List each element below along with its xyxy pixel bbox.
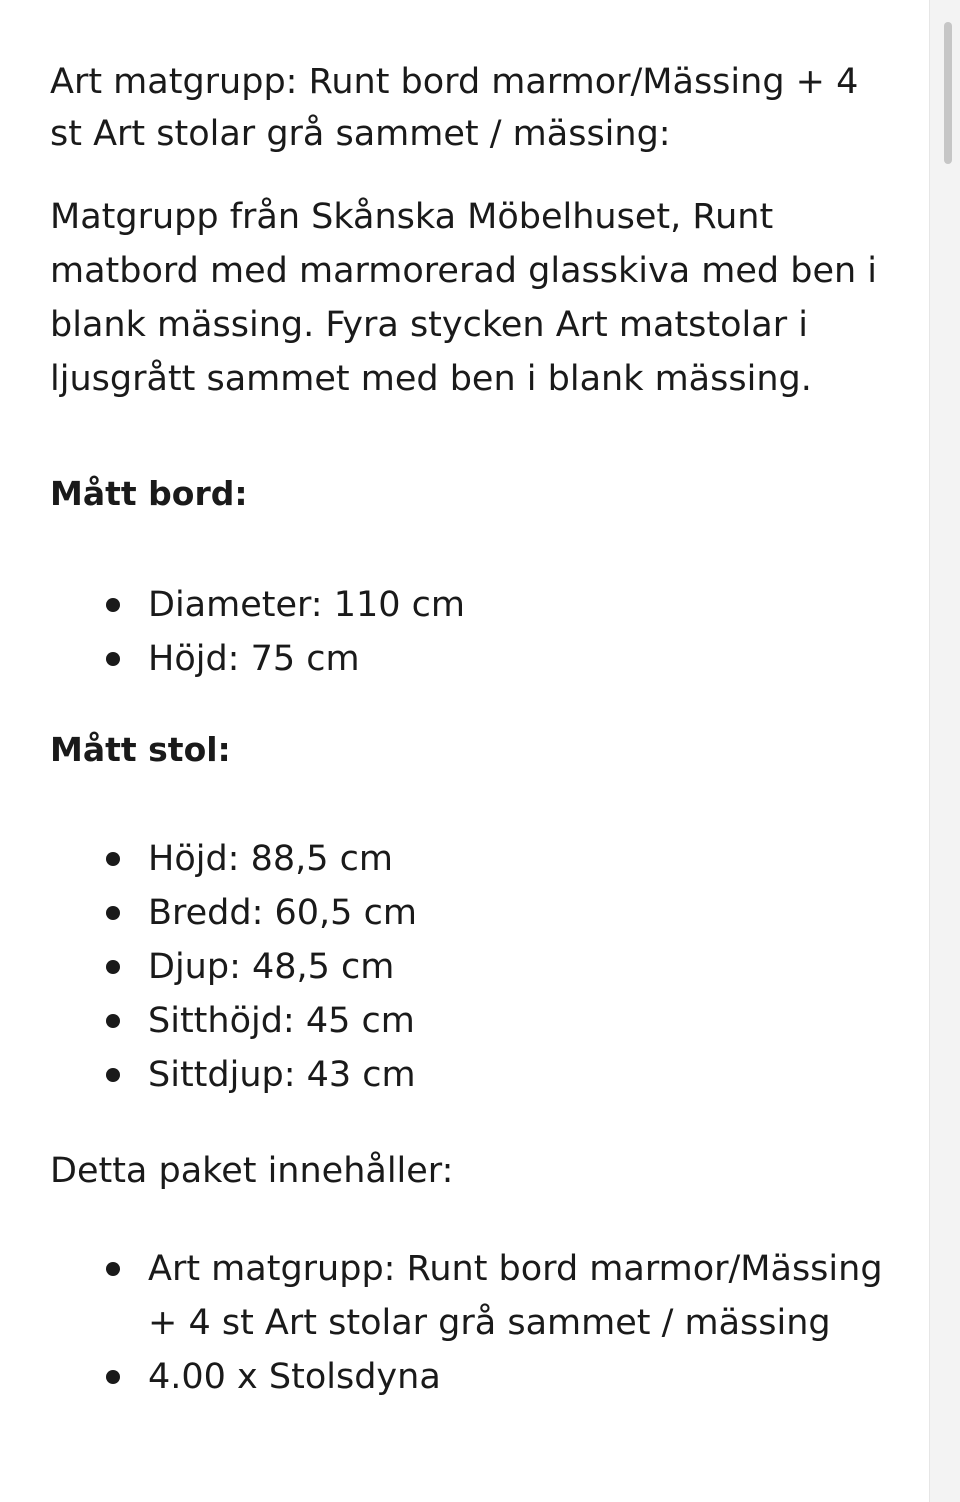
list-item-text: Art matgrupp: Runt bord marmor/Mässing + 4 st Art stolar grå sammet / mässing [148, 1249, 883, 1343]
package-contents-label: Detta paket innehåller: [50, 1151, 454, 1191]
list-item-text: Djup: 48,5 cm [148, 947, 395, 987]
list-item [50, 832, 900, 886]
list-item [50, 578, 900, 632]
description-paragraph: Matgrupp från Skånska Möbelhuset, Runt matbord med marmorerad glasskiva med ben i blank mässing. Fyra stycken Art matstolar i ljusgrått sammet med ben i blank mässing. [50, 197, 878, 399]
list-item-text: Höjd: 75 cm [148, 639, 360, 679]
list-item [50, 1048, 900, 1102]
bullet-icon [106, 598, 120, 612]
list-item [50, 994, 900, 1048]
list-item [50, 886, 900, 940]
list-item [50, 940, 900, 994]
product-title: Art matgrupp: Runt bord marmor/Mässing + 4 st Art stolar grå sammet / mässing: [50, 62, 859, 154]
bullet-icon [106, 1262, 120, 1276]
bullet-icon [106, 1014, 120, 1028]
list-item [50, 1242, 900, 1350]
list-item [50, 632, 900, 686]
list-item-text: Höjd: 88,5 cm [148, 839, 393, 879]
list-item [50, 1350, 900, 1404]
bullet-icon [106, 906, 120, 920]
scrollbar-track[interactable] [929, 0, 960, 1502]
bullet-icon [106, 1370, 120, 1384]
list-item-text: Diameter: 110 cm [148, 585, 465, 625]
bullet-icon [106, 1068, 120, 1082]
list-item-text: Bredd: 60,5 cm [148, 893, 417, 933]
scrollbar-thumb[interactable] [944, 22, 952, 164]
bullet-icon [106, 852, 120, 866]
table-dimensions-list [50, 578, 900, 686]
package-contents-list [50, 1242, 900, 1404]
list-item-text: 4.00 x Stolsdyna [148, 1357, 441, 1397]
chair-dimensions-heading: Mått stol: [50, 730, 231, 769]
list-item-text: Sitthöjd: 45 cm [148, 1001, 415, 1041]
product-description [50, 56, 900, 1404]
bullet-icon [106, 652, 120, 666]
chair-dimensions-list [50, 832, 900, 1102]
list-item-text: Sittdjup: 43 cm [148, 1055, 416, 1095]
bullet-icon [106, 960, 120, 974]
table-dimensions-heading: Mått bord: [50, 474, 248, 513]
